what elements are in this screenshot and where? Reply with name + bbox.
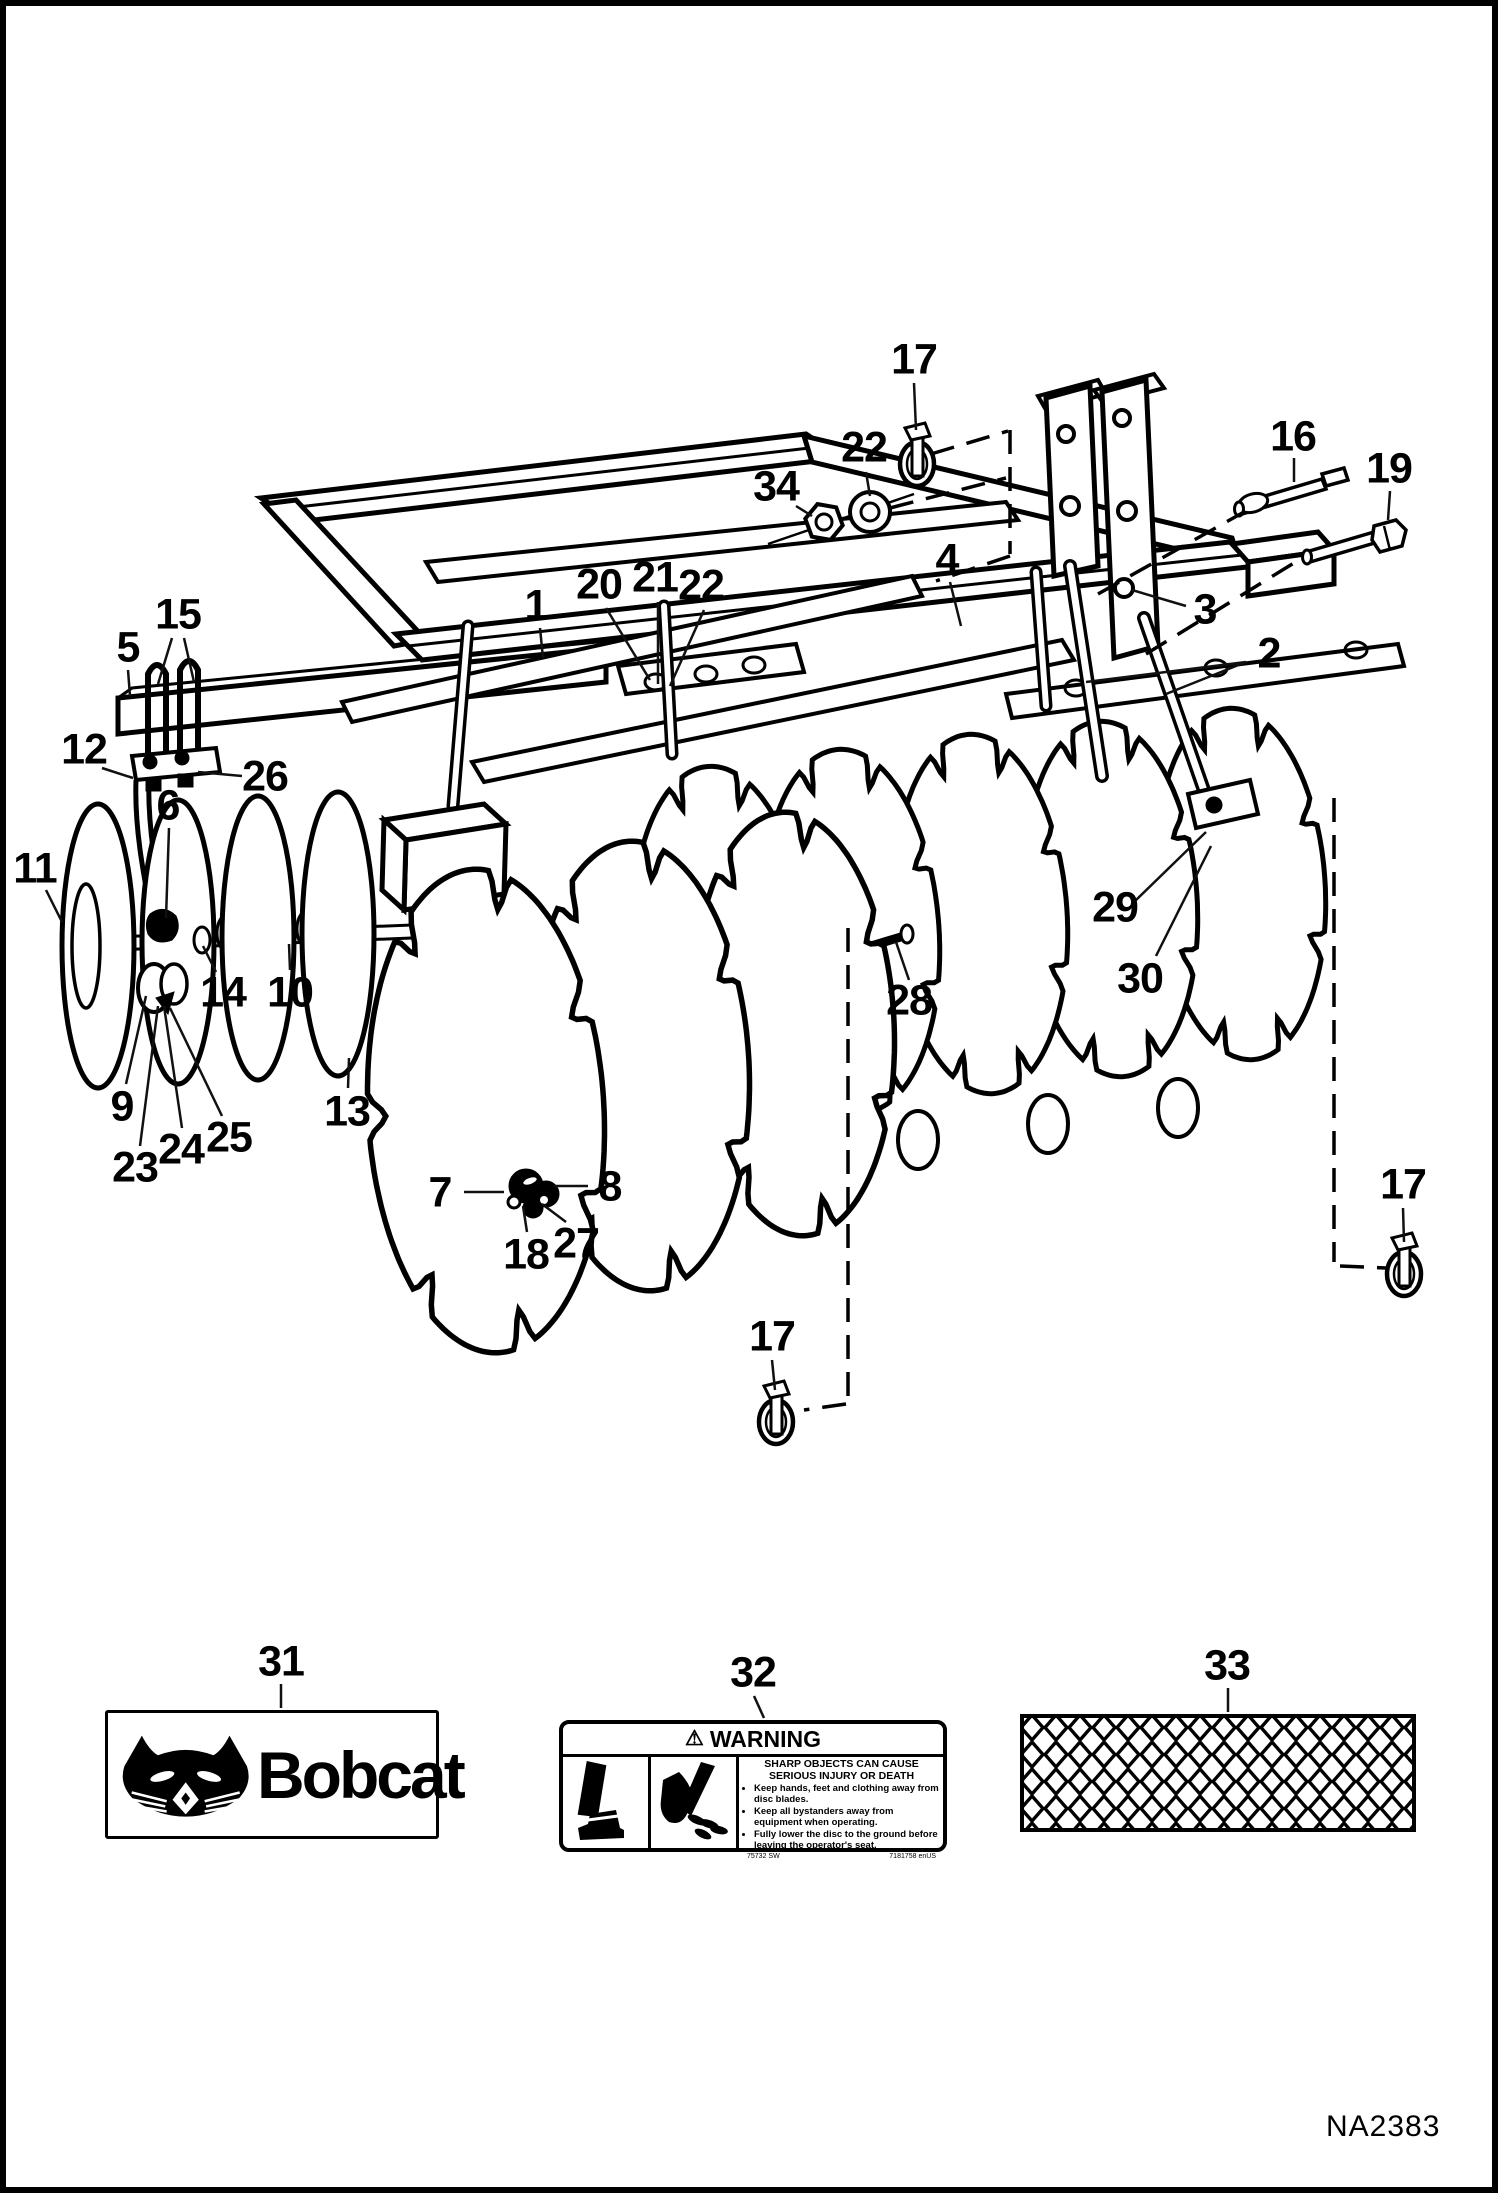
gang-spool: [1028, 1095, 1068, 1153]
callout-34: 34: [753, 462, 799, 511]
callout-4: 4: [935, 535, 959, 584]
hex-nut-34: [805, 504, 842, 540]
bearing-block: [146, 909, 178, 942]
callout-24: 24: [158, 1125, 204, 1174]
front-stub-tube: [382, 820, 406, 910]
smooth-disc: [222, 796, 294, 1080]
callout-30: 30: [1117, 954, 1163, 1003]
callout-8: 8: [598, 1162, 622, 1211]
callout-3: 3: [1193, 585, 1217, 634]
callout-19: 19: [1366, 444, 1412, 493]
warning-bullet: • Keep all bystanders away from equipment when operating.: [754, 1807, 940, 1828]
foot-hazard-pictogram: [563, 1757, 651, 1848]
callout-13: 13: [324, 1087, 370, 1136]
axle-end-washer: [194, 927, 210, 953]
callout-9: 9: [110, 1082, 134, 1131]
bobcat-head-icon: [120, 1716, 255, 1834]
smooth-disc: [302, 792, 374, 1076]
front-notched-discs: [368, 812, 895, 1352]
callout-31: 31: [258, 1637, 304, 1686]
callout-11: 11: [13, 844, 57, 893]
warning-bullet: • Fully lower the disc to the ground before leaving the operator's seat.: [754, 1830, 940, 1851]
callout-27: 27: [553, 1219, 599, 1268]
warning-header-text: WARNING: [709, 1725, 821, 1752]
warning-bullet: • Keep hands, feet and clothing away from disc blades.: [754, 1784, 940, 1805]
callout-7: 7: [428, 1168, 452, 1217]
hand-hazard-pictogram: [651, 1757, 739, 1848]
warning-part-codes: 75732 SW 7181758 enUS: [747, 1853, 936, 1860]
lynch-pin-bottom: [759, 1381, 793, 1444]
callout-25: 25: [206, 1113, 252, 1162]
warning-title: SHARP OBJECTS CAN CAUSE SERIOUS INJURY OR DEATH: [764, 1758, 919, 1782]
callout-20: 20: [576, 560, 622, 609]
lynch-pin-right: [1387, 1233, 1421, 1296]
callout-32: 32: [730, 1648, 776, 1697]
callout-23: 23: [112, 1143, 158, 1192]
warning-header: [563, 1724, 943, 1757]
drawing-code: NA2383: [1326, 2110, 1441, 2143]
callout-2: 2: [1257, 629, 1281, 678]
warning-triangle-icon: ⚠: [685, 1726, 704, 1750]
callout-28: 28: [886, 976, 932, 1025]
lynch-pin-top: [900, 423, 934, 486]
callout-29: 29: [1092, 883, 1138, 932]
cross-beam: [426, 502, 1018, 582]
gang-spool: [898, 1111, 938, 1169]
callout-12: 12: [61, 725, 107, 774]
flat-washer-22: [850, 492, 890, 532]
callout-17b: 17: [1380, 1160, 1426, 1209]
warning-bullets: [743, 1784, 940, 1853]
callout-22a: 22: [841, 423, 887, 472]
callout-18: 18: [503, 1230, 549, 1279]
bobcat-decal: [105, 1710, 463, 1839]
callout-17a: 17: [891, 335, 937, 384]
tread-decal: [1020, 1714, 1416, 1832]
warning-decal: [559, 1720, 947, 1860]
callout-17c: 17: [749, 1312, 795, 1361]
callout-16: 16: [1270, 412, 1316, 461]
left-side-rail: [264, 500, 426, 646]
callout-22b: 22: [678, 561, 724, 610]
bobcat-wordmark: Bobcat: [257, 1737, 463, 1812]
gang-axle-nut: [901, 925, 913, 943]
callout-6: 6: [156, 781, 180, 830]
callout-21: 21: [632, 553, 678, 602]
callout-26: 26: [242, 752, 288, 801]
hitch-mast: [1046, 386, 1098, 576]
callout-10: 10: [267, 968, 313, 1017]
hitch-pin-16: [1235, 468, 1349, 516]
callout-1: 1: [524, 581, 548, 630]
gang-spool: [1158, 1079, 1198, 1137]
callout-15: 15: [155, 590, 201, 639]
callout-33: 33: [1204, 1641, 1250, 1690]
callout-5: 5: [116, 623, 140, 672]
callout-14: 14: [200, 968, 246, 1017]
